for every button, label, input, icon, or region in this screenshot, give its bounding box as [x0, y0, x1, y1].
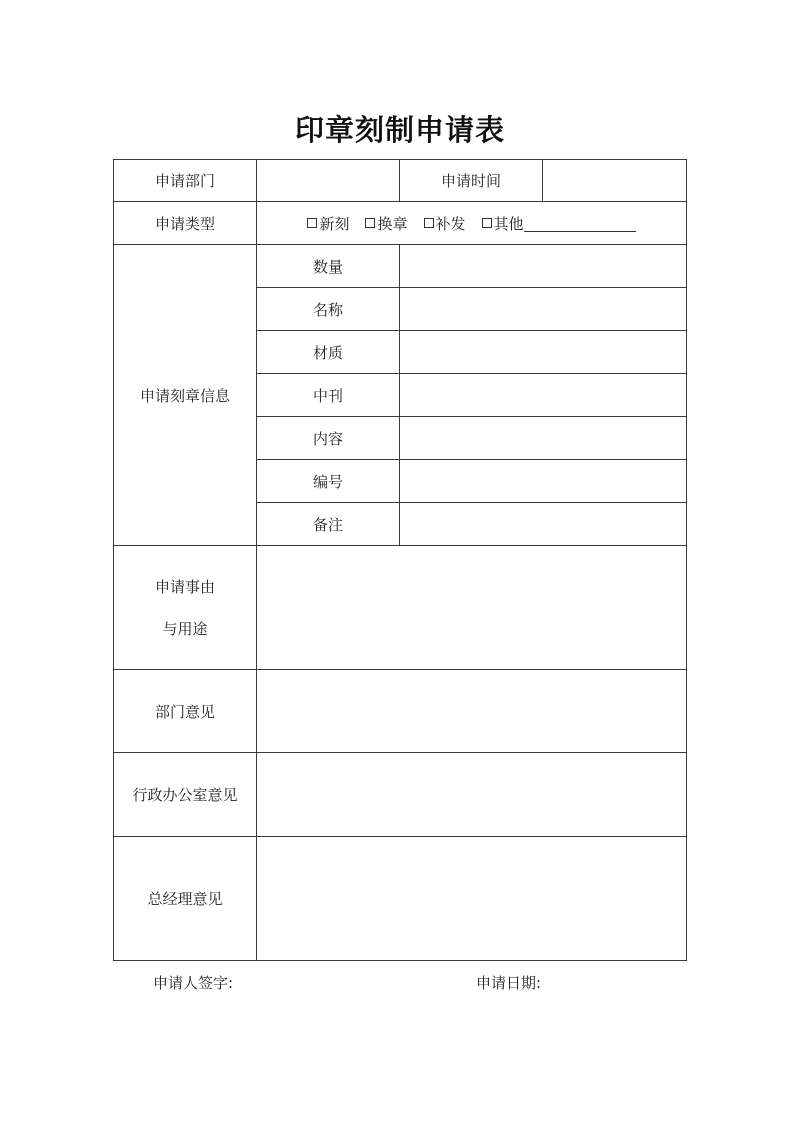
- info-field-value[interactable]: [400, 331, 687, 374]
- reason-label: [114, 546, 257, 670]
- admin-opinion-label: 行政办公室意见: [114, 753, 257, 837]
- application-table: [113, 159, 687, 961]
- info-field-value[interactable]: [400, 288, 687, 331]
- checkbox-icon[interactable]: [482, 218, 492, 228]
- row-type: [114, 202, 687, 245]
- type-option-new[interactable]: 新刻: [307, 213, 349, 234]
- type-option-reissue[interactable]: 补发: [424, 213, 466, 234]
- department-label: 申请部门: [114, 160, 257, 202]
- type-options: [257, 202, 687, 245]
- reason-label-line2: 与用途: [162, 619, 208, 638]
- info-field-label: 备注: [257, 503, 400, 546]
- gm-opinion-label: 总经理意见: [114, 837, 257, 961]
- type-label: 申请类型: [114, 202, 257, 245]
- info-field-label: 内容: [257, 417, 400, 460]
- gm-opinion-field[interactable]: [257, 837, 687, 961]
- checkbox-icon[interactable]: [424, 218, 434, 228]
- info-field-label: 编号: [257, 460, 400, 503]
- admin-opinion-field[interactable]: [257, 753, 687, 837]
- type-option-other[interactable]: 其他: [482, 213, 636, 234]
- time-label: 申请时间: [400, 160, 543, 202]
- reason-field[interactable]: [257, 546, 687, 670]
- info-field-label: 数量: [257, 245, 400, 288]
- checkbox-icon[interactable]: [365, 218, 375, 228]
- row-gm-opinion: [114, 837, 687, 961]
- dept-opinion-field[interactable]: [257, 670, 687, 753]
- form-title: 印章刻制申请表: [294, 113, 505, 147]
- info-field-value[interactable]: [400, 460, 687, 503]
- info-field-value[interactable]: [400, 503, 687, 546]
- type-option-replace[interactable]: 换章: [365, 213, 407, 234]
- time-field[interactable]: [543, 160, 687, 202]
- row-department: [114, 160, 687, 202]
- info-field-value[interactable]: [400, 374, 687, 417]
- info-field-label: 材质: [257, 331, 400, 374]
- row-admin-opinion: [114, 753, 687, 837]
- info-row: [114, 245, 687, 288]
- info-field-label: 中刊: [257, 374, 400, 417]
- row-reason: [114, 546, 687, 670]
- checkbox-icon[interactable]: [307, 218, 317, 228]
- info-field-value[interactable]: [400, 417, 687, 460]
- info-field-value[interactable]: [400, 245, 687, 288]
- department-field[interactable]: [257, 160, 400, 202]
- row-dept-opinion: [114, 670, 687, 753]
- info-label: 申请刻章信息: [114, 245, 257, 546]
- dept-opinion-label: 部门意见: [114, 670, 257, 753]
- reason-label-line1: 申请事由: [154, 577, 215, 596]
- date-label: 申请日期:: [476, 974, 542, 992]
- info-field-label: 名称: [257, 288, 400, 331]
- signature-label: 申请人签字:: [153, 974, 234, 992]
- other-blank-line[interactable]: [524, 215, 636, 232]
